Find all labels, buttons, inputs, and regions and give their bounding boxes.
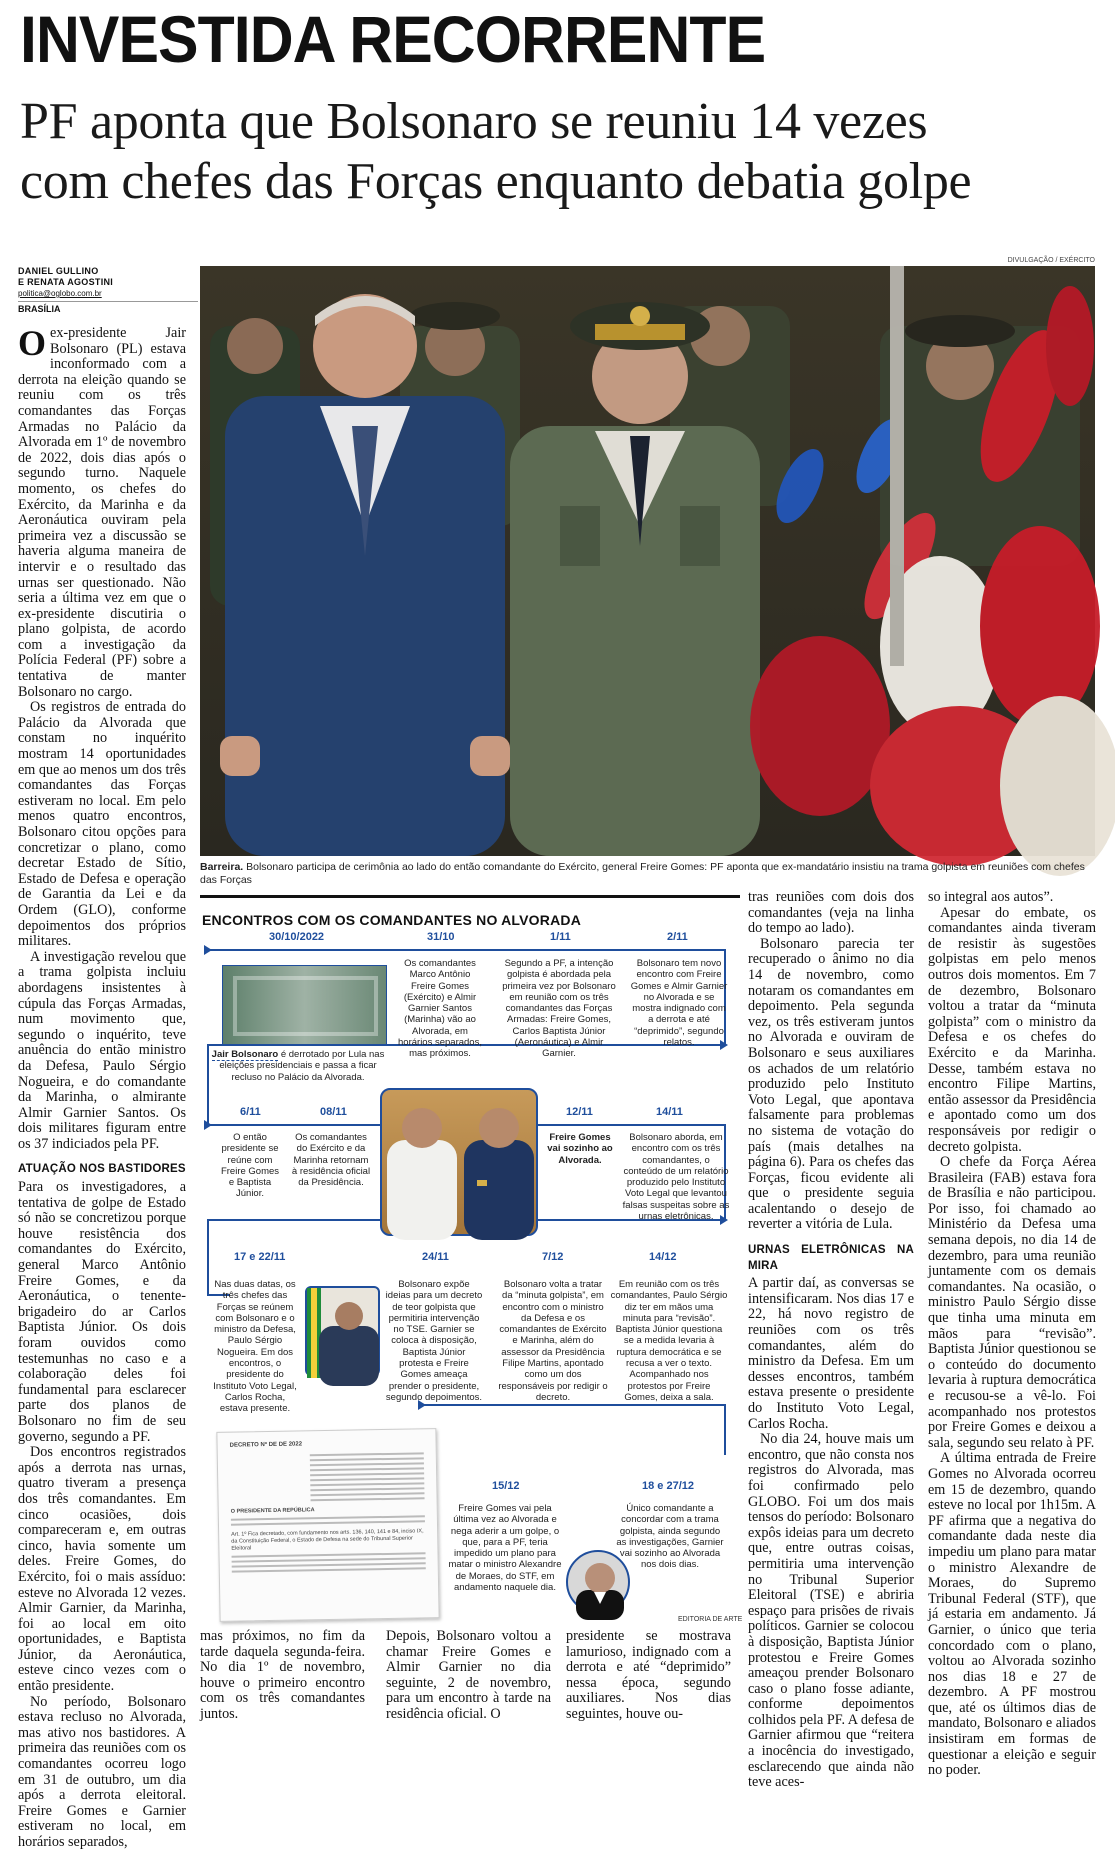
article-paragraph: O chefe da Força Aérea Brasileira (FAB) estava fora de Brasília e não participou. Por isso, foi chamado ao Ministério da Defesa uma semana depois, no dia 14 de dezembro, para uma reunião juntamente com os demais comandantes. Na ocasião, o ministro Paulo Sérgio disse que tinha uma minuta em mãos para “revisão”. Baptista Júnior questionou se o conteúdo do documento levaria à ruptura democrática e recusou-se a vê-lo. Foi acompanhado nos protestos por Freire Gomes e deixou a sala, segundo seu relato à PF. <box>928 1154 1096 1451</box>
article-column-4-bottom: presidente se mostrava lamurioso, indignado com a derrota e até “deprimido” nessa época, segundo auxiliares. Nos dias seguintes, houve ou- <box>566 1628 731 1722</box>
article-column-3: Depois, Bolsonaro voltou a chamar Freire Gomes e Almir Garnier no dia seguinte, 2 de novembro, para um encontro à tarde na residência oficial. O <box>386 1628 551 1722</box>
article-paragraph: A última entrada de Freire Gomes no Alvorada ocorreu em 15 de dezembro, quando esteve no local por 1h15m. A PF afirma que a negativa do comandante dada neste dia impediu um plano para matar o ministro Alexandre de Moraes, do Supremo Tribunal Federal (STF), que já estaria em andamento. Já Garnier, o único que teria concordado com o plano, voltou ao Alvorada sozinho nos dias 18 e 27 de dezembro. A PF mostrou que, até os últimos dias de mandato, Bolsonaro e aliados insistiram em formas de questionar a eleição e seguir no poder. <box>928 1450 1096 1779</box>
timeline-date: 18 e 27/12 <box>638 1480 698 1492</box>
article-paragraph: Apesar do embate, os comandantes ainda tiveram de resistir às sugestões golpistas em pelo menos outros dois momentos. Em 7 de dezembro, Bolsonaro voltou a tratar da “minuta golpista” com o ministro da Defesa e os chefes do Exército e da Marinha. Desse, também estava no encontro Filipe Martins, então assessor da Presidência e apontado como um dos responsáveis por redigir o decreto golpista. <box>928 904 1096 1155</box>
photo-credit: DIVULGAÇÃO / EXÉRCITO <box>1007 257 1095 264</box>
timeline-date: 30/10/2022 <box>265 931 328 943</box>
article-column-5 <box>928 890 1096 1779</box>
timeline-date: 17 e 22/11 <box>230 1251 289 1263</box>
event-photo <box>222 965 387 1045</box>
article-paragraph: Dos encontros registrados após a derrota nas urnas, quatro tiveram a presença dos três comandantes. Em cinco ocasiões, dois compareceram e, em outras cinco, havia somente um deles. Freire Gomes, do Exército, foi o mais assíduo: esteve no Alvorada 12 vezes. Almir Garnier, da Marinha, foi ao local em oito oportunidades, e Baptista Júnior, da Aeronáutica, esteve cinco vezes com o então presidente. <box>18 1444 186 1695</box>
photo-caption <box>200 861 1095 887</box>
article-paragraph: tras reuniões com dois dos comandantes (veja na linha do tempo ao lado). <box>748 889 914 937</box>
byline-city: BRASÍLIA <box>18 301 198 315</box>
kicker: INVESTIDA RECORRENTE <box>20 2 766 76</box>
headline-line-2: com chefes das Forças enquanto debatia golpe <box>20 153 972 210</box>
commanders-portrait <box>380 1088 538 1236</box>
timeline-event-text: Nas duas datas, os três chefes das Forças se reúnem com Bolsonaro e o ministro da Defesa, Paulo Sérgio Nogueira. Em dos encontros, o presidente do Instituto Voto Legal, Carlos Rocha, estava presente. <box>213 1279 297 1415</box>
timeline-event-text: Bolsonaro aborda, em encontro com os três comandantes, o conteúdo de um relatório produzido pelo Instituto Voto Legal que levantou falsas suspeitas sobre as urnas eletrônicas. <box>622 1132 730 1223</box>
article-column-2: mas próximos, no fim da tarde daquela segunda-feira. No dia 1º de novembro, houve o primeiro encontro com os três comandantes juntos. <box>200 1628 365 1722</box>
byline <box>18 266 198 315</box>
timeline-date: 12/11 <box>562 1106 597 1118</box>
timeline-date: 2/11 <box>663 931 692 943</box>
article-column-1 <box>18 323 186 1851</box>
decree-heading: DECRETO Nº DE DE 2022 <box>229 1441 303 1449</box>
decree-signature: O PRESIDENTE DA REPÚBLICA <box>230 1507 315 1515</box>
timeline-date: 24/11 <box>418 1251 453 1263</box>
timeline-event-text: Bolsonaro expõe ideias para um decreto de teor golpista que permitiria intervenção no TSE. Garnier se coloca à disposição, Baptista Júnior protesta e Freire Gomes ameaça prender o presidente, segundo depoimentos. <box>385 1279 483 1403</box>
article-paragraph: No dia 24, houve mais um encontro, que não consta nos registros do Alvorada, mas foi confirmado pelo GLOBO. Foi um dos mais tensos do período: Bolsonaro expôs ideias para um decreto que, entre outras coisas, permitiria uma intervenção no Tribunal Superior Eleitoral (TSE) e abriria espaço para prisões de rivais políticos. Garnier se colocou à disposição, Baptista Júnior protestou e Freire Gomes ameaçou prender Bolsonaro caso o plano fosse adiante, conforme depoimentos colhidos pela PF. A defesa de Garnier afirmou que “reitera a inocência do investigado, esclarecendo que ainda não teve aces- <box>748 1431 914 1791</box>
main-photo <box>200 266 1095 856</box>
article-paragraph: so integral aos autos”. <box>928 889 1054 905</box>
caption-text: Bolsonaro participa de cerimônia ao lado do então comandante do Exército, general Freire Gomes: PF aponta que ex-mandatário insistiu na trama golpista em reuniões com chefes das Forças <box>200 861 1085 886</box>
infographic-credit: EDITORIA DE ARTE <box>678 1616 743 1623</box>
decree-document-image <box>216 1428 439 1622</box>
byline-email[interactable]: politica@oglobo.com.br <box>18 289 102 298</box>
article-column-4 <box>748 890 914 1791</box>
article-paragraph: No período, Bolsonaro estava recluso no Alvorada, mas ativo nos bastidores. A primeira das reuniões com os comandantes ocorreu logo em 31 de outubro, um dia após a derrota eleitoral. Freire Gomes e Garnier estiveram no local, em horários separados, <box>18 1693 186 1850</box>
article-paragraph: Oex-presidente Jair Bolsonaro (PL) estava inconformado com a derrota na eleição quando se reuniu com os três comandantes das Forças Armadas no Palácio da Alvorada em 1º de novembro de 2022, dois dias após o segundo turno. Naquele momento, os chefes do Exército, da Marinha e da Aeronáutica ouviram pela primeira vez a discussão se haveria alguma maneira de intervir e o resultado das urnas ser questionado. Não seria a última vez em que o ex-presidente discutiria o plano golpista, de acordo com a investigação da Polícia Federal (PF) sobre a tentativa de manter Bolsonaro no cargo. <box>18 323 186 700</box>
infographic-title: ENCONTROS COM OS COMANDANTES NO ALVORADA <box>202 912 581 928</box>
headline-line-1: PF aponta que Bolsonaro se reuniu 14 vezes <box>20 93 928 150</box>
article-paragraph: A partir daí, as conversas se intensificaram. Nos dias 17 e 22, há novo registro de reuniões com os três comandantes, além do ministro da Defesa. Em um desses encontros, também estava presente o presidente do Instituto Voto Legal, Carlos Rocha. <box>748 1275 914 1432</box>
timeline-date: 1/11 <box>546 931 575 943</box>
timeline-event-text: Os comandantes do Exército e da Marinha retornam à residência oficial da Presidência. <box>291 1132 371 1189</box>
headline <box>20 92 1095 212</box>
article-paragraph: Para os investigadores, a tentativa de golpe de Estado só não se concretizou porque houve resistência dos comandantes do Exército, general Marco Antônio Freire Gomes, e da Aeronáutica, o tenente-brigadeiro do ar Carlos Baptista Júnior. Os dois foram ouvidos como testemunhas no caso e a colaboração deles foi fundamental para esclarecer parte dos planos de Bolsonaro no fim de seu governo, segundo a PF. <box>18 1179 186 1445</box>
timeline-event-text: O então presidente se reúne com Freire Gomes e Baptista Júnior. <box>220 1132 280 1200</box>
byline-author-1: DANIEL GULLINO <box>18 266 99 276</box>
timeline-date: 14/12 <box>645 1251 681 1263</box>
timeline-event-text: Jair Bolsonaro é derrotado por Lula nas eleições presidenciais e passa a ficar recluso no Palácio da Alvorada. <box>211 1049 385 1083</box>
timeline-event-text: Em reunião com os três comandantes, Paulo Sérgio diz ter em mãos uma minuta para “revisão”. Baptista Júnior questiona se a medida levaria à ruptura democrática e se recusa a ver o texto. Acompanhado nos protestos por Freire Gomes, deixa a sala. <box>610 1279 728 1403</box>
timeline-event-text: Os comandantes Marco Antônio Freire Gomes (Exército) e Almir Garnier Santos (Marinha) vão ao Alvorada, em horários separados, mas próximos. <box>398 958 482 1060</box>
timeline-event-text: Único comandante a concordar com a trama golpista, ainda segundo as investigações, Garnier vai sozinho ao Alvorada nos dois dias. <box>616 1503 724 1571</box>
minister-portrait <box>305 1286 380 1376</box>
timeline-date: 14/11 <box>652 1106 687 1118</box>
timeline-event-text: Freire Gomes vai pela última vez ao Alvorada e nega aderir a um golpe, o que, para a PF, teria impedido um plano para matar o ministro Alexandre de Moraes, do STF, em andamento naquele dia. <box>448 1503 562 1594</box>
subhead: ATUAÇÃO NOS BASTIDORES <box>18 1163 186 1176</box>
article-paragraph: Bolsonaro parecia ter recuperado o ânimo no dia 14 de novembro, como notaram os comandantes em depoimento. Pela segunda vez, os três estiveram juntos no Alvorada e ouviram de Bolsonaro e seus auxiliares os achados de um relatório produzido pelo Instituto Voto Legal, que apontava falsamente para problemas no sistema de votação do país (mais detalhes na página 6). Para os chefes das Forças, ficou evidente ali que o presidente seguia acalentando o desejo de reverter a vitória de Lula. <box>748 935 914 1233</box>
timeline-date: 7/12 <box>538 1251 567 1263</box>
drop-cap: O <box>18 323 47 363</box>
byline-author-2: E RENATA AGOSTINI <box>18 277 114 287</box>
timeline-event-text: Segundo a PF, a intenção golpista é abordada pela primeira vez por Bolsonaro em reunião com os três comandantes das Forças Armadas: Freire Gomes, Carlos Baptista Júnior (Aeronáutica) e Almir Garnier. <box>502 958 616 1060</box>
timeline-event-text: Bolsonaro tem novo encontro com Freire Gomes e Almir Garnier no Alvorada e se mostra indignado com a derrota e até “deprimido”, segundo relatos. <box>630 958 728 1049</box>
subhead: URNAS ELETRÔNICAS NA MIRA <box>748 1244 914 1272</box>
timeline-date: 6/11 <box>236 1106 265 1118</box>
caption-lead: Barreira. <box>200 861 244 873</box>
timeline-event-text: Freire Gomes vai sozinho ao Alvorada. <box>547 1132 613 1166</box>
decree-article: Art. 1º Fica decretado, com fundamento nos arts. 136, 140, 141 e 84, inciso IX, da Constituição Federal, o Estado de Defesa na sede do Tribunal Superior Eleitoral <box>231 1528 424 1552</box>
timeline-date: 15/12 <box>488 1480 524 1492</box>
photo-illustration <box>200 266 1095 856</box>
timeline-date: 08/11 <box>316 1106 351 1118</box>
timeline-event-text: Bolsonaro volta a tratar da “minuta golpista”, em encontro com o ministro da Defesa e os comandantes de Exército e Marinha, além do assessor da Presidência Filipe Martins, apontado como um dos responsáveis por redigir o decreto. <box>498 1279 608 1403</box>
timeline-date: 31/10 <box>423 931 459 943</box>
article-paragraph: A investigação revelou que a trama golpista incluiu abordagens insistentes à cúpula das Forças Armadas, num movimento que, segundo o inquérito, teve anuência do então ministro da Defesa, Paulo Sérgio Nogueira, e do comandante da Marinha, o almirante Almir Garnier Santos. Os dois militares figuram entre os 37 indiciados pela PF. <box>18 948 186 1152</box>
article-paragraph: Os registros de entrada do Palácio da Alvorada que constam no inquérito mostram 14 oportunidades em que ao menos um dos três comandantes das Forças estiveram no local. Em pelo menos quatro encontros, Bolsonaro citou opções para concretizar o plano, como decretar Estado de Sítio, Estado de Defesa e operação de Garantia da Lei e da Ordem (GLO), conforme depoimentos dos próprios militares. <box>18 699 186 950</box>
